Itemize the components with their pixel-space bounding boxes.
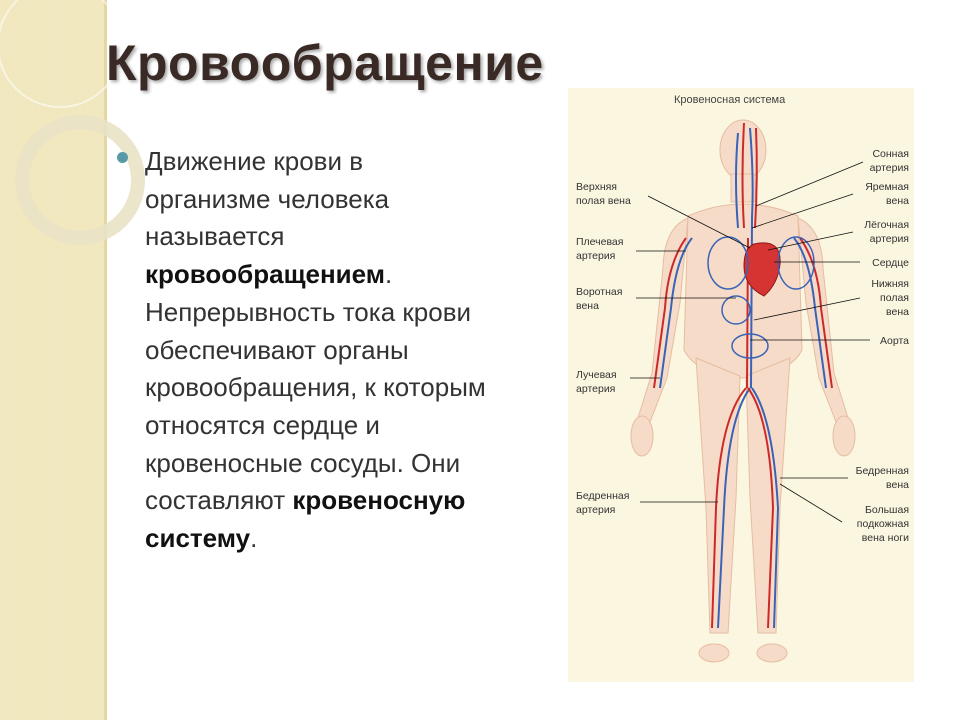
label-plechevaya-arteriya-2: артерия (576, 250, 616, 262)
diagram-title: Кровеносная система (674, 94, 786, 106)
label-nizhnyaya-polaya-vena-1: Нижняя (871, 278, 909, 290)
label-verkhnyaya-polaya-vena-1: Верхняя (576, 181, 617, 193)
label-bedrennaya-arteriya-2: артерия (576, 504, 616, 516)
label-vorotnaya-vena-1: Воротная (576, 286, 623, 298)
label-bolshaya-podkozhnaya-vena-2: подкожная (856, 518, 909, 530)
diagram-drawing (568, 88, 914, 682)
circulatory-system-diagram (568, 88, 914, 682)
label-vorotnaya-vena-2: вена (576, 300, 599, 312)
label-luchevaya-arteriya-2: артерия (576, 383, 616, 395)
slide-title: Кровообращение (106, 35, 544, 91)
label-nizhnyaya-polaya-vena-3: вена (886, 306, 909, 318)
label-bedrennaya-vena-2: вена (886, 479, 909, 491)
label-verkhnyaya-polaya-vena-2: полая вена (576, 195, 631, 207)
body-text-part: . Непрерывность тока крови обеспечивают органы кровообращения, к которым относятся сердце и кровеносные сосуды. Они составляют (145, 259, 486, 516)
body-text (145, 143, 490, 558)
label-sonnaya-arteriya-1: Сонная (872, 148, 909, 160)
label-legochnaya-arteriya-1: Лёгочная (864, 219, 909, 231)
label-yaremnaya-vena-1: Яремная (865, 181, 909, 193)
label-sonnaya-arteriya-2: артерия (869, 162, 909, 174)
label-luchevaya-arteriya-1: Лучевая (576, 369, 617, 381)
label-nizhnyaya-polaya-vena-2: полая (880, 292, 909, 304)
label-bolshaya-podkozhnaya-vena-3: вена ноги (861, 532, 909, 544)
bold-term-krovoobrashchenie: кровообращением (145, 259, 386, 290)
label-aorta: Аорта (880, 335, 909, 347)
label-plechevaya-arteriya-1: Плечевая (576, 236, 624, 248)
bullet-point (117, 152, 128, 163)
label-bolshaya-podkozhnaya-vena-1: Большая (864, 504, 909, 516)
label-yaremnaya-vena-2: вена (886, 195, 909, 207)
label-serdtse: Сердце (872, 257, 909, 269)
body-text-part: . (250, 523, 258, 554)
label-bedrennaya-vena-1: Бедренная (855, 465, 909, 477)
bold-term-krovenosnaya-sistema: кровеносную систему (145, 485, 466, 554)
body-text-part: Движение крови в организме человека называется (145, 146, 390, 252)
label-bedrennaya-arteriya-1: Бедренная (576, 490, 630, 502)
label-legochnaya-arteriya-2: артерия (869, 233, 909, 245)
